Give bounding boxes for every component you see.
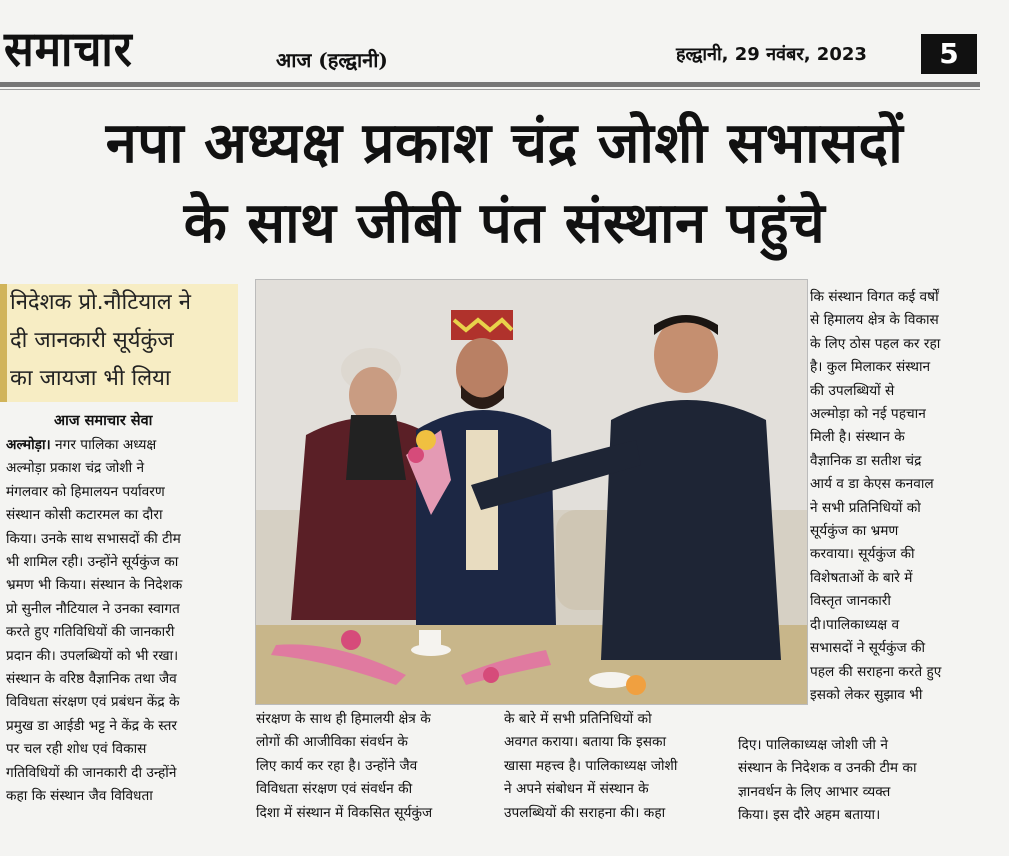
column-line: है। कुल मिलाकर संस्थान xyxy=(810,359,931,376)
column-line: दिशा में संस्थान में विकसित सूर्यकुंज xyxy=(256,804,433,821)
column-line: से हिमालय क्षेत्र के विकास xyxy=(810,312,939,329)
article-column-4-continued xyxy=(738,734,986,828)
subheadline-line-1: निदेशक प्रो.नौटियाल ने xyxy=(10,290,191,315)
column-line: करवाया। सूर्यकुंज की xyxy=(810,546,915,563)
masthead xyxy=(0,0,1009,90)
column-line: प्रमुख डा आईडी भट्ट ने केंद्र के स्तर xyxy=(6,717,178,734)
column-line: अवगत कराया। बताया कि इसका xyxy=(504,734,667,751)
subheadline-line-3: का जायजा भी लिया xyxy=(10,366,171,391)
article-column-2 xyxy=(256,708,500,825)
column-line: मंगलवार को हिमालयन पर्यावरण xyxy=(6,483,165,500)
column-line: अल्मोड़ा। नगर पालिका अध्यक्ष xyxy=(6,437,157,453)
column-line: सूर्यकुंज का भ्रमण xyxy=(810,523,899,540)
column-line: पर चल रही शोध एवं विकास xyxy=(6,741,147,758)
column-line: संस्थान कोसी कटारमल का दौरा xyxy=(6,507,163,524)
dateline: अल्मोड़ा। xyxy=(6,437,51,453)
masthead-rule xyxy=(0,82,980,87)
column-line: लिए कार्य कर रहा है। उन्होंने जैव xyxy=(256,757,418,774)
column-line: कहा कि संस्थान जैव विविधता xyxy=(6,788,153,805)
column-line: आर्य व डा केएस कनवाल xyxy=(810,476,934,493)
column-line: भी शामिल रही। उन्होंने सूर्यकुंज का xyxy=(6,554,179,571)
column-line: कि संस्थान विगत कई वर्षों xyxy=(810,289,939,305)
column-line: प्रदान की। उपलब्धियों को भी रखा। xyxy=(6,647,179,664)
column-line: संस्थान के वरिष्ठ वैज्ञानिक तथा जैव xyxy=(6,671,177,688)
column-line: की उपलब्धियों से xyxy=(810,382,895,399)
column-line: विशेषताओं के बारे में xyxy=(810,569,913,586)
column-line: अल्मोड़ा प्रकाश चंद्र जोशी ने xyxy=(6,460,145,477)
column-line: विविधता संरक्षण एवं प्रबंधन केंद्र के xyxy=(6,694,180,711)
news-photo xyxy=(255,279,808,705)
section-title: समाचार xyxy=(4,21,133,78)
article-column-3 xyxy=(504,708,736,825)
column-line: संस्थान के निदेशक व उनकी टीम का xyxy=(738,760,917,777)
column-line: संरक्षण के साथ ही हिमालयी क्षेत्र के xyxy=(256,711,431,727)
headline-line-2: के साथ जीबी पंत संस्थान पहुंचे xyxy=(183,191,826,256)
column-line: गतिविधियों की जानकारी दी उन्होंने xyxy=(6,764,177,781)
column-line: दिए। पालिकाध्यक्ष जोशी जी ने xyxy=(738,737,888,753)
column-line: इसको लेकर सुझाव भी xyxy=(810,686,923,703)
column-line: वैज्ञानिक डा सतीश चंद्र xyxy=(810,452,922,469)
column-line: ने सभी प्रतिनिधियों को xyxy=(810,499,921,516)
article-column-4 xyxy=(810,286,986,707)
photo-image-icon xyxy=(256,280,807,704)
column-line: किया। इस दौरे अहम बताया। xyxy=(738,807,881,824)
column-line: विविधता संरक्षण एवं संवर्धन की xyxy=(256,781,413,798)
headline-line-1: नपा अध्यक्ष प्रकाश चंद्र जोशी सभासदों xyxy=(105,111,904,176)
column-line: दी।पालिकाध्यक्ष व xyxy=(810,616,900,633)
subheadline-line-2: दी जानकारी सूर्यकुंज xyxy=(10,328,174,353)
column-line: किया। उनके साथ सभासदों की टीम xyxy=(6,530,181,547)
column-line: प्रो सुनील नौटियाल ने उनका स्वागत xyxy=(6,600,180,617)
column-line: के लिए ठोस पहल कर रहा xyxy=(810,335,941,352)
column-line: खासा महत्त्व है। पालिकाध्यक्ष जोशी xyxy=(504,757,678,774)
column-line: पहल की सराहना करते हुए xyxy=(810,663,942,680)
article-column-1 xyxy=(6,434,244,809)
column-line: के बारे में सभी प्रतिनिधियों को xyxy=(504,711,652,727)
column-line: अल्मोड़ा को नई पहचान xyxy=(810,406,926,423)
column-line: ने अपने संबोधन में संस्थान के xyxy=(504,781,649,798)
column-line: मिली है। संस्थान के xyxy=(810,429,905,446)
column-line: विस्तृत जानकारी xyxy=(810,593,891,610)
column-line: करते हुए गतिविधियों की जानकारी xyxy=(6,624,175,641)
subheadline-accent-bar xyxy=(0,284,7,402)
page-number-badge: 5 xyxy=(921,34,977,74)
newspaper-name: आज (हल्द्वानी) xyxy=(276,48,388,72)
column-line: भ्रमण भी किया। संस्थान के निदेशक xyxy=(6,577,183,594)
column-line: सभासदों ने सूर्यकुंज की xyxy=(810,640,926,657)
byline: आज समाचार सेवा xyxy=(54,413,153,429)
subheadline-text xyxy=(10,284,238,398)
column-line: ज्ञानवर्धन के लिए आभार व्यक्त xyxy=(738,783,891,800)
subheadline-box xyxy=(0,284,238,402)
edition-date: हल्द्वानी, 29 नवंबर, 2023 xyxy=(676,44,867,65)
column-line: उपलब्धियों की सराहना की। कहा xyxy=(504,804,666,821)
column-line: लोगों की आजीविका संवर्धन के xyxy=(256,734,408,751)
headline xyxy=(0,104,1009,264)
masthead-rule-thin xyxy=(0,89,980,90)
